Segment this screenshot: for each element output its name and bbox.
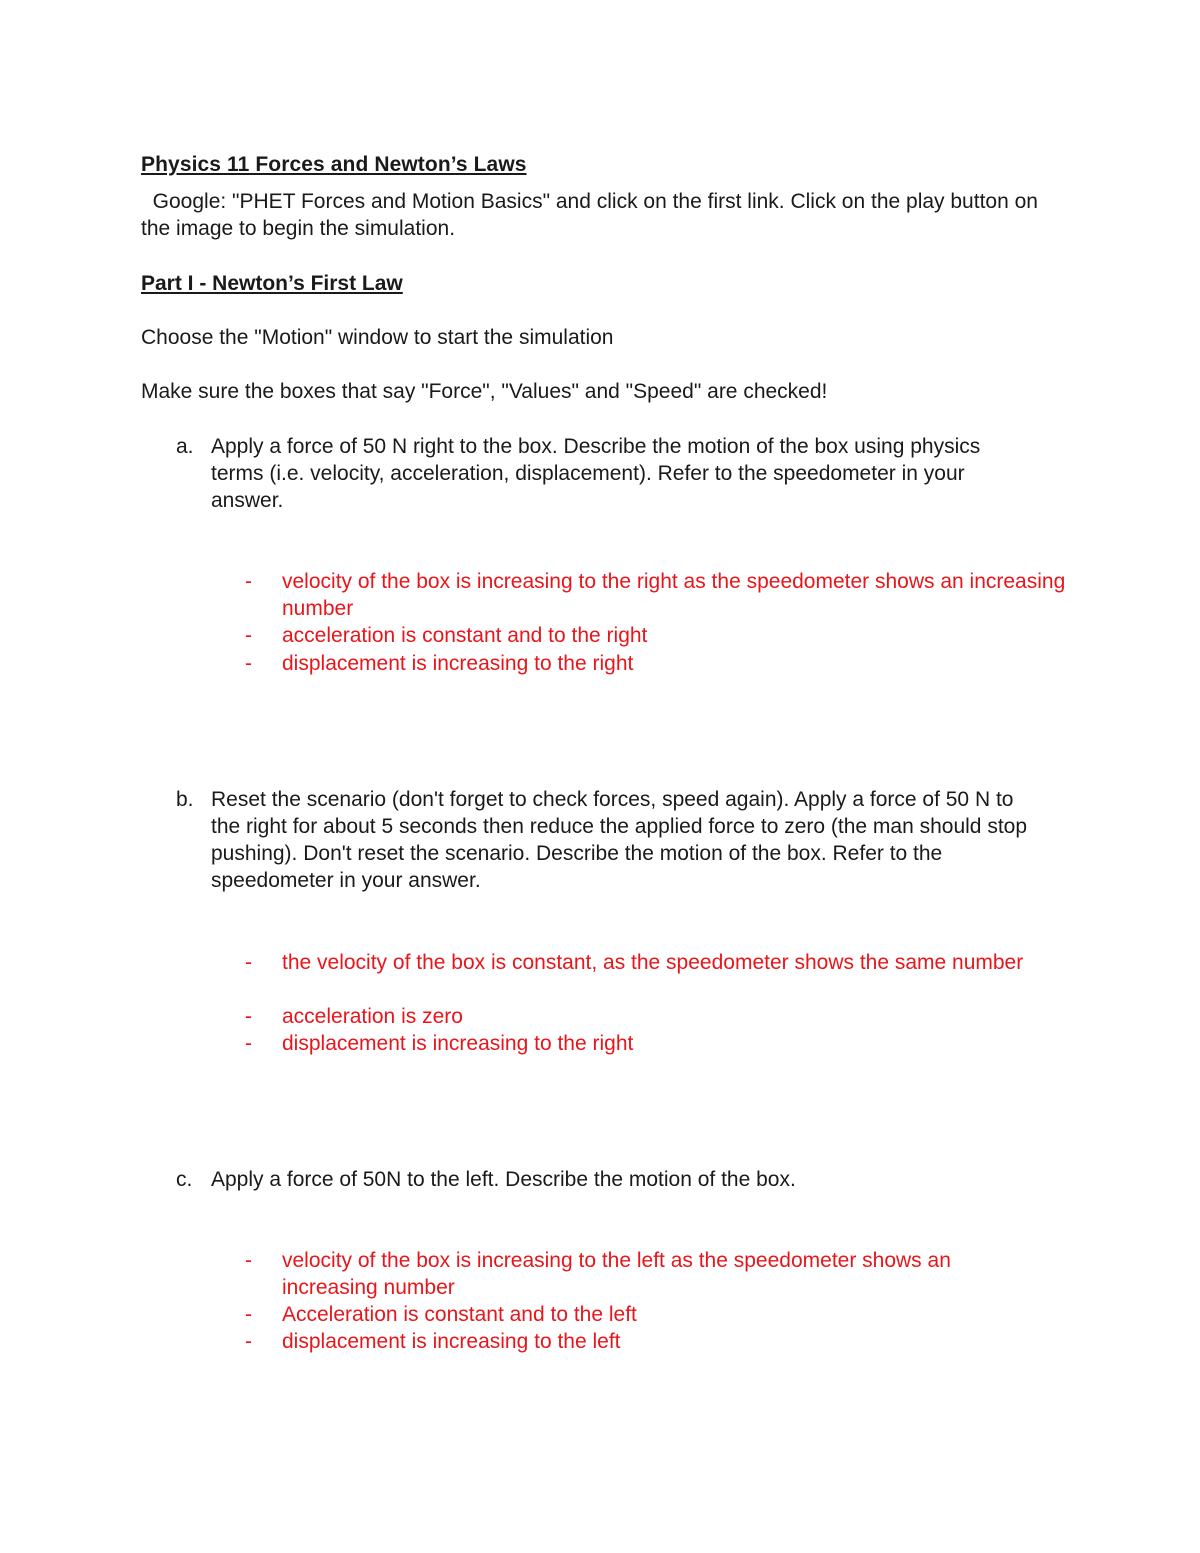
answer-dash: - [245,1330,252,1353]
answer-dash: - [245,570,252,593]
question-c-text: Apply a force of 50N to the left. Describe the motion of the box. [211,1168,796,1191]
question-a-text: Apply a force of 50 N right to the box. Describe the motion of the box using physics terms (i.e. velocity, acceleration, displacement). Refer to the speedometer in your answer. [211,435,981,512]
question-a-answer-1: velocity of the box is increasing to the right as the speedometer shows an increasing number [282,570,1066,620]
answer-dash: - [245,1303,252,1326]
answer-dash: - [245,951,252,974]
question-b-answer-3: displacement is increasing to the right [282,1032,634,1055]
answer-dash: - [245,1032,252,1055]
answer-dash: - [245,652,252,675]
question-b-answer-1: the velocity of the box is constant, as the speedometer shows the same number [282,951,1024,974]
instruction-checkboxes: Make sure the boxes that say "Force", "Values" and "Speed" are checked! [141,380,828,403]
question-a-answer-3: displacement is increasing to the right [282,652,634,675]
question-b-answer-2: acceleration is zero [282,1005,463,1028]
question-c-answer-3: displacement is increasing to the left [282,1330,621,1353]
question-b-marker: b. [176,788,194,811]
question-c-answer-1: velocity of the box is increasing to the left as the speedometer shows an increasing number [282,1249,951,1299]
part-heading: Part I - Newton’s First Law [141,272,403,295]
answer-dash: - [245,1005,252,1028]
intro-paragraph: Google: "PHET Forces and Motion Basics" and click on the first link. Click on the play button on the image to begin the simulation. [141,190,1044,240]
answer-dash: - [245,1249,252,1272]
answer-dash: - [245,624,252,647]
document-title: Physics 11 Forces and Newton’s Laws [141,153,527,176]
question-c-answer-2: Acceleration is constant and to the left [282,1303,637,1326]
instruction-motion-window: Choose the "Motion" window to start the simulation [141,326,614,349]
question-a-marker: a. [176,435,194,458]
question-a-answer-2: acceleration is constant and to the right [282,624,648,647]
question-b-text: Reset the scenario (don't forget to check forces, speed again). Apply a force of 50 N to the right for about 5 seconds then reduce the applied force to zero (the man should stop pushing). Don't reset the scenario. Describe the motion of the box. Refer to the speedometer in your answer. [211,788,1028,892]
question-c-marker: c. [176,1168,193,1191]
